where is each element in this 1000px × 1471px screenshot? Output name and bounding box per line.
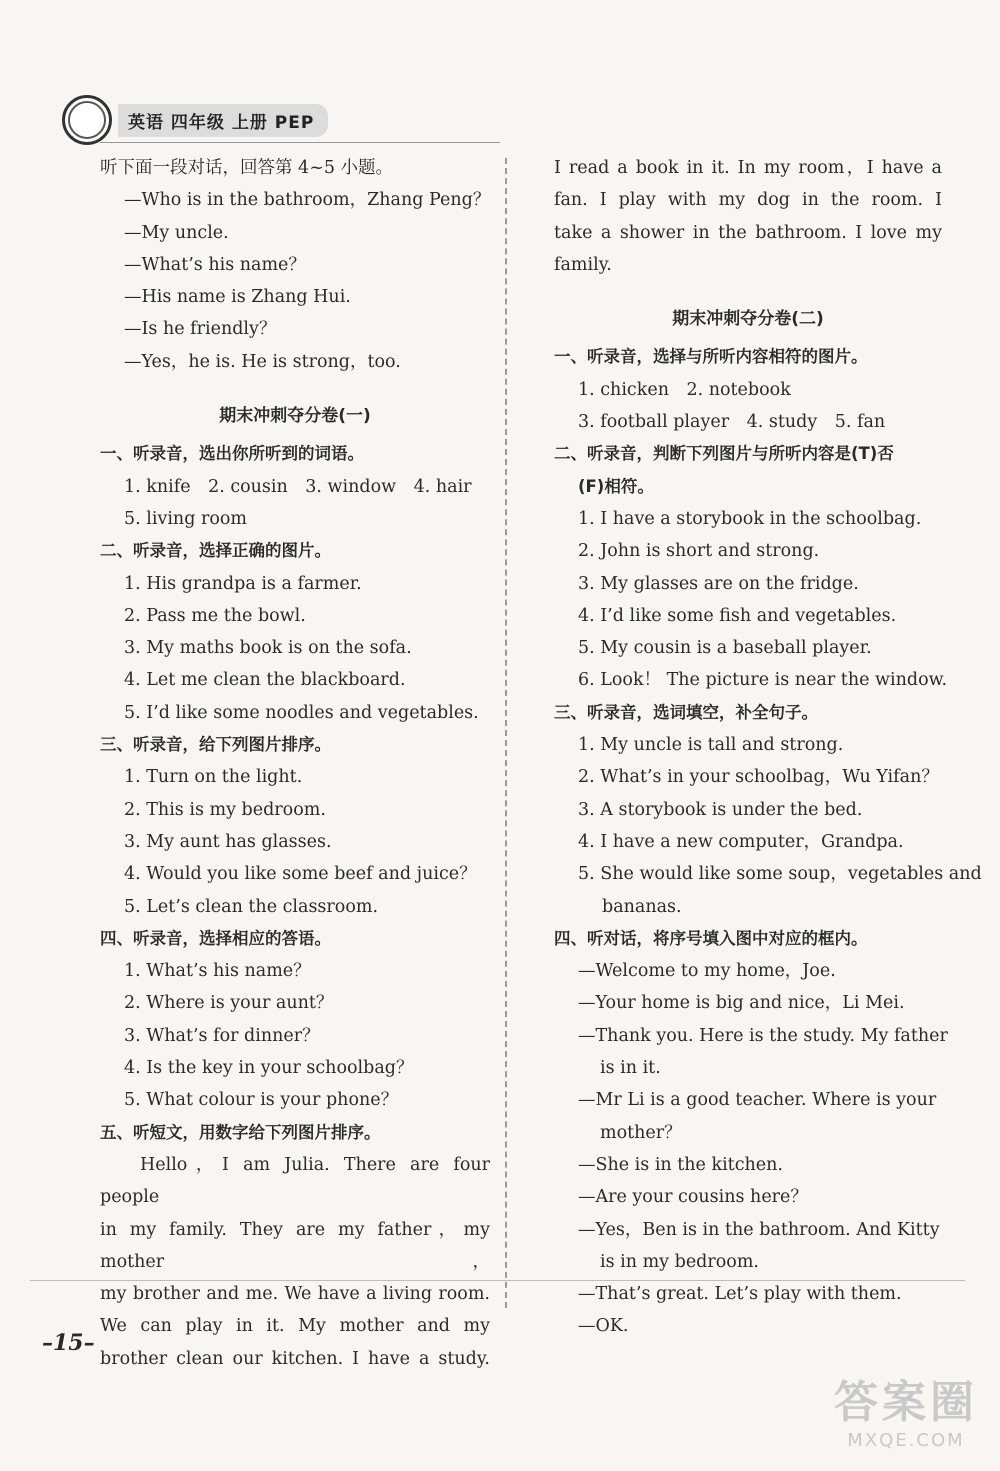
- passage-line: take a shower in the bathroom. I love my: [554, 222, 942, 243]
- dialogue-line: —What’s his name？: [124, 254, 306, 275]
- dialogue-line: —Is he friendly？: [124, 319, 277, 340]
- passage-line: We can play in it. My mother and my: [100, 1316, 490, 1337]
- list-item: 2. Pass me the bowl.: [124, 605, 306, 626]
- header-rule: [100, 142, 500, 143]
- dialogue-line-cont: is in it.: [600, 1058, 661, 1079]
- question-heading: 三、听录音，给下列图片排序。: [100, 735, 331, 755]
- list-item: 1. knife 2. cousin 3. window 4. hair: [124, 476, 472, 497]
- passage-line: in my family. They are my father，my mother，: [100, 1219, 490, 1272]
- book-title: 英语 四年级 上册 PEP: [118, 104, 328, 137]
- question-heading: 一、听录音，选择与所听内容相符的图片。: [554, 347, 868, 367]
- list-item: 3. What’s for dinner？: [124, 1025, 320, 1046]
- dialogue-line: —Your home is big and nice，Li Mei.: [578, 993, 905, 1014]
- list-item: 6. Look！ The picture is near the window.: [578, 670, 948, 691]
- passage-line: my brother and me. We have a living room.: [100, 1284, 490, 1305]
- list-item: 2. This is my bedroom.: [124, 799, 326, 820]
- list-item: 4. I have a new computer，Grandpa.: [578, 831, 904, 852]
- list-item: 5. She would like some soup，vegetables and: [578, 864, 982, 885]
- question-heading: 四、听录音，选择相应的答语。: [100, 928, 331, 948]
- watermark-main: 答案圈: [834, 1377, 978, 1428]
- list-item: 3. football player 4. study 5. fan: [578, 412, 886, 433]
- dialogue-intro: 听下面一段对话，回答第 4~5 小题。: [100, 158, 394, 178]
- list-item: 4. Is the key in your schoolbag？: [124, 1058, 414, 1079]
- list-item: 1. chicken 2. notebook: [578, 379, 791, 400]
- page-number: –15–: [42, 1330, 95, 1356]
- question-heading: 一、听录音，选出你所听到的词语。: [100, 444, 364, 464]
- list-item: 5. Let’s clean the classroom.: [124, 896, 379, 917]
- question-heading: 三、听录音，选词填空，补全句子。: [554, 702, 818, 722]
- watermark: [834, 1366, 978, 1451]
- dialogue-line: —Are your cousins here？: [578, 1187, 808, 1208]
- dialogue-line: —That’s great. Let’s play with them.: [578, 1284, 902, 1305]
- list-item: 5. living room: [124, 508, 248, 529]
- list-item: 5. My cousin is a baseball player.: [578, 638, 872, 659]
- question-heading-cont: (F)相符。: [578, 476, 654, 496]
- question-heading: 四、听对话，将序号填入图中对应的框内。: [554, 928, 868, 948]
- list-item: 1. I have a storybook in the schoolbag.: [578, 508, 922, 529]
- exam-title-2: 期末冲刺夺分卷(二): [672, 309, 824, 330]
- list-item: 1. What’s his name？: [124, 961, 311, 982]
- list-item: 1. My uncle is tall and strong.: [578, 735, 844, 756]
- dialogue-line: —Mr Li is a good teacher. Where is your: [578, 1090, 937, 1111]
- dialogue-line-cont: is in my bedroom.: [600, 1251, 759, 1272]
- question-heading: 二、听录音，选择正确的图片。: [100, 541, 331, 561]
- footer-rule: [30, 1280, 965, 1281]
- list-item: 1. His grandpa is a farmer.: [124, 573, 362, 594]
- publisher-logo-icon: [62, 95, 112, 145]
- passage-line: brother clean our kitchen. I have a study.: [100, 1348, 490, 1369]
- list-item: 4. I’d like some fish and vegetables.: [578, 605, 897, 626]
- list-item: 2. What’s in your schoolbag，Wu Yifan？: [578, 767, 939, 788]
- question-heading: 二、听录音，判断下列图片与所听内容是(T)否: [554, 444, 894, 464]
- dialogue-line: —Yes，Ben is in the bathroom. And Kitty: [578, 1219, 940, 1240]
- dialogue-line: —OK.: [578, 1316, 629, 1337]
- list-item: 2. John is short and strong.: [578, 541, 820, 562]
- passage-line: I read a book in it. In my room，I have a: [554, 158, 942, 178]
- dialogue-line-cont: mother？: [600, 1122, 682, 1143]
- list-item: 3. My aunt has glasses.: [124, 831, 332, 852]
- dialogue-line: —Welcome to my home，Joe.: [578, 961, 836, 982]
- list-item: 2. Where is your aunt？: [124, 993, 334, 1014]
- list-item: 5. What colour is your phone？: [124, 1090, 399, 1111]
- passage-line: fan. I play with my dog in the room. I: [554, 190, 942, 211]
- left-column: [100, 152, 490, 1375]
- list-item: 4. Let me clean the blackboard.: [124, 670, 406, 691]
- dialogue-line: —His name is Zhang Hui.: [124, 287, 351, 308]
- list-item: 3. My glasses are on the fridge.: [578, 573, 859, 594]
- list-item: 1. Turn on the light.: [124, 767, 303, 788]
- dialogue-line: —Yes，he is. He is strong，too.: [124, 351, 401, 372]
- list-item: 3. My maths book is on the sofa.: [124, 638, 412, 659]
- dialogue-line: —She is in the kitchen.: [578, 1154, 783, 1175]
- exam-title-1: 期末冲刺夺分卷(一): [219, 406, 371, 427]
- dialogue-line: —Thank you. Here is the study. My father: [578, 1025, 948, 1046]
- right-column: [554, 152, 982, 1343]
- passage-line: family.: [554, 254, 612, 275]
- column-divider: [505, 158, 507, 1308]
- list-item: 4. Would you like some beef and juice？: [124, 864, 477, 885]
- dialogue-line: —My uncle.: [124, 222, 229, 243]
- watermark-url: MXQE.COM: [847, 1430, 965, 1451]
- list-item: 5. I’d like some noodles and vegetables.: [124, 702, 479, 723]
- list-item: 3. A storybook is under the bed.: [578, 799, 863, 820]
- question-heading: 五、听短文，用数字给下列图片排序。: [100, 1122, 381, 1142]
- passage-line: Hello，I am Julia. There are four people: [100, 1154, 490, 1208]
- list-item-cont: bananas.: [602, 896, 682, 917]
- page-header: [62, 95, 328, 145]
- dialogue-line: —Who is in the bathroom，Zhang Peng？: [124, 190, 491, 211]
